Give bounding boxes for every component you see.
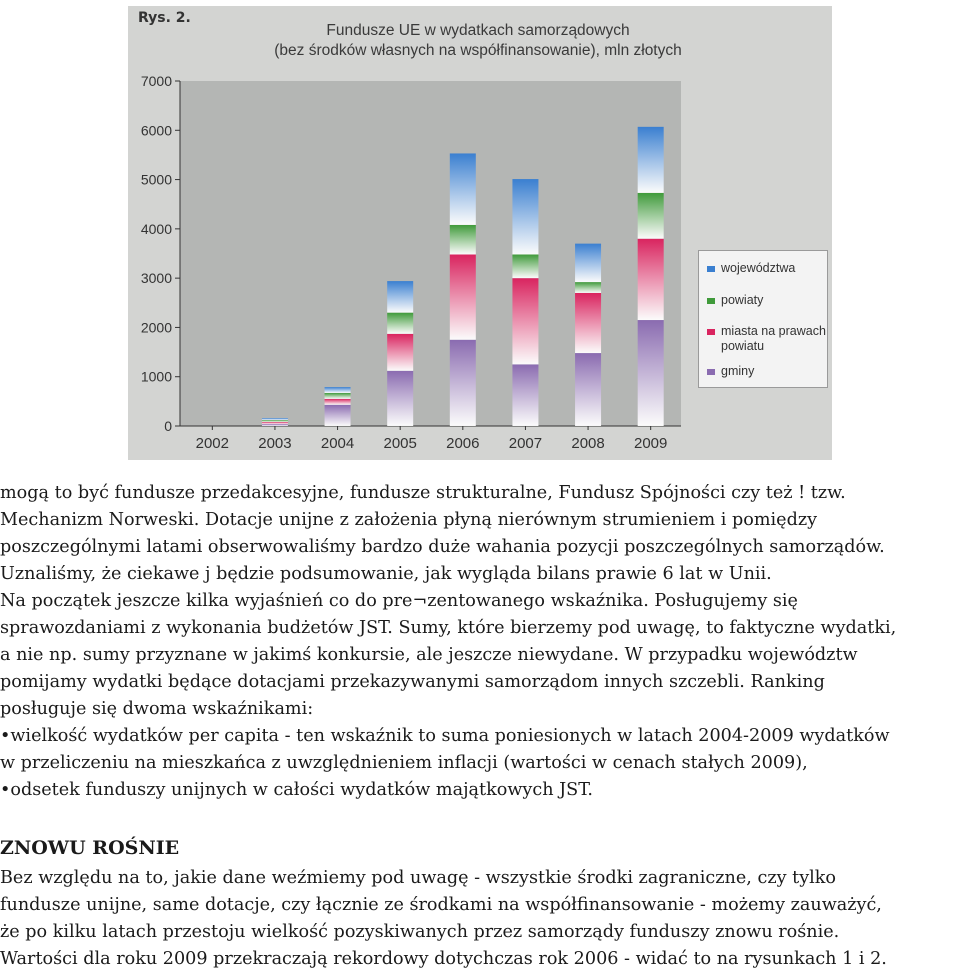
legend-label-gminy: gminy xyxy=(721,364,755,378)
bar-segment xyxy=(512,254,538,278)
bar-segment xyxy=(638,239,664,320)
x-tick-label: 2002 xyxy=(195,435,229,452)
bar-segment xyxy=(450,225,476,255)
y-tick-label: 5000 xyxy=(140,171,172,188)
figure-label: Rys. 2. xyxy=(138,10,191,26)
x-tick-label: 2008 xyxy=(571,435,605,452)
bar-segment xyxy=(325,393,351,399)
bar-segment xyxy=(262,422,288,424)
bar-segment xyxy=(450,340,476,426)
bar-segment xyxy=(512,179,538,254)
paragraph-line: Bez względu na to, jakie dane weźmiemy pod uwagę - wszystkie środki zagraniczne, czy tylko xyxy=(0,868,837,888)
legend-label-powiaty: powiaty xyxy=(721,293,764,307)
legend-swatch xyxy=(707,329,715,335)
y-tick-label: 4000 xyxy=(140,220,172,237)
bullet-line: •odsetek funduszy unijnych w całości wydatków majątkowych JST. xyxy=(0,780,593,800)
paragraph-line: Mechanizm Norweski. Dotacje unijne z założenia płyną nierównym strumieniem i pomiędzy xyxy=(0,510,818,530)
y-tick-label: 6000 xyxy=(140,122,172,139)
x-tick-label: 2004 xyxy=(320,435,355,452)
paragraph-line: w przeliczeniu na mieszkańca z uwzględnieniem inflacji (wartości w cenach stałych 2009), xyxy=(0,753,808,773)
bar-segment xyxy=(387,334,413,371)
paragraph-line: Uznaliśmy, że ciekawe j będzie podsumowanie, jak wygląda bilans prawie 6 lat w Unii. xyxy=(0,564,772,584)
bar-segment xyxy=(262,424,288,426)
legend-swatch xyxy=(707,266,715,272)
bar-segment xyxy=(387,281,413,313)
bar-segment xyxy=(387,371,413,426)
y-tick-label: 7000 xyxy=(140,73,172,89)
legend-swatch xyxy=(707,369,715,375)
bar-segment xyxy=(575,353,601,426)
x-tick-label: 2006 xyxy=(446,435,480,452)
paragraph-line: poszczególnymi latami obserwowaliśmy bardzo duże wahania pozycji poszczególnych samorządów. xyxy=(0,537,885,557)
stacked-bar-chart xyxy=(128,6,832,460)
bar-segment xyxy=(262,418,288,420)
x-tick-label: 2007 xyxy=(508,435,543,452)
bar-segment xyxy=(325,387,351,393)
paragraph-line: Na początek jeszcze kilka wyjaśnień co do pre¬zentowanego wskaźnika. Posługujemy się xyxy=(0,591,798,611)
bar-segment xyxy=(450,153,476,224)
paragraph-line: posługuje się dwoma wskaźnikami: xyxy=(0,699,314,719)
paragraph-line: sprawozdaniami z wykonania budżetów JST. Sumy, które bierzemy pod uwagę, to faktyczne wydatki, xyxy=(0,618,897,638)
bullet-line: •wielkość wydatków per capita - ten wskaźnik to suma poniesionych w latach 2004-2009 wydatków xyxy=(0,726,890,746)
bar-segment xyxy=(450,254,476,339)
legend-swatch xyxy=(707,298,715,304)
section-heading: ZNOWU ROŚNIE xyxy=(0,837,180,859)
paragraph-line: mogą to być fundusze przedakcesyjne, fundusze strukturalne, Fundusz Spójności czy też ! tzw. xyxy=(0,483,846,503)
bar-segment xyxy=(575,282,601,293)
chart-title-line2: (bez środków własnych na współfinansowanie), mln złotych xyxy=(274,42,682,59)
x-tick-label: 2005 xyxy=(383,435,417,452)
legend-label-miasta: miasta na prawach powiatu xyxy=(721,324,826,353)
bar-segment xyxy=(262,420,288,422)
bar-segment xyxy=(575,244,601,282)
chart-figure xyxy=(128,6,832,460)
chart-title-line1: Fundusze UE w wydatkach samorządowych xyxy=(326,22,630,39)
bar-segment xyxy=(387,313,413,334)
y-tick-label: 1000 xyxy=(140,368,172,385)
bar-segment xyxy=(638,193,664,239)
paragraph-line: że po kilku latach przestoju wielkość pozyskiwanych przez samorządy funduszy znowu rośnie. xyxy=(0,922,840,942)
chart-legend xyxy=(698,250,828,388)
paragraph-line: a nie np. sumy przyznane w jakimś konkursie, ale jeszcze niewydane. W przypadku województw xyxy=(0,645,858,665)
y-tick-label: 3000 xyxy=(140,270,172,287)
bar-segment xyxy=(575,293,601,353)
paragraph-line: fundusze unijne, same dotacje, czy łącznie ze środkami na współfinansowanie - możemy zauważyć, xyxy=(0,895,882,915)
plot-area xyxy=(180,81,681,426)
bar-segment xyxy=(638,127,664,193)
x-tick-label: 2003 xyxy=(258,435,292,452)
bar-segment xyxy=(325,399,351,405)
paragraph-line: pomijamy wydatki będące dotacjami przekazywanymi samorządom innych szczebli. Ranking xyxy=(0,672,825,692)
legend-label-wojewodztwa: województwa xyxy=(721,261,796,275)
bar-segment xyxy=(638,320,664,426)
paragraph-line: Wartości dla roku 2009 przekraczają rekordowy dotychczas rok 2006 - widać to na rysunkach 1 i 2. xyxy=(0,949,887,969)
bar-segment xyxy=(512,364,538,426)
x-tick-label: 2009 xyxy=(634,435,668,452)
bar-segment xyxy=(325,405,351,426)
bar-segment xyxy=(512,278,538,364)
y-tick-label: 0 xyxy=(164,418,172,434)
y-tick-label: 2000 xyxy=(140,319,172,336)
